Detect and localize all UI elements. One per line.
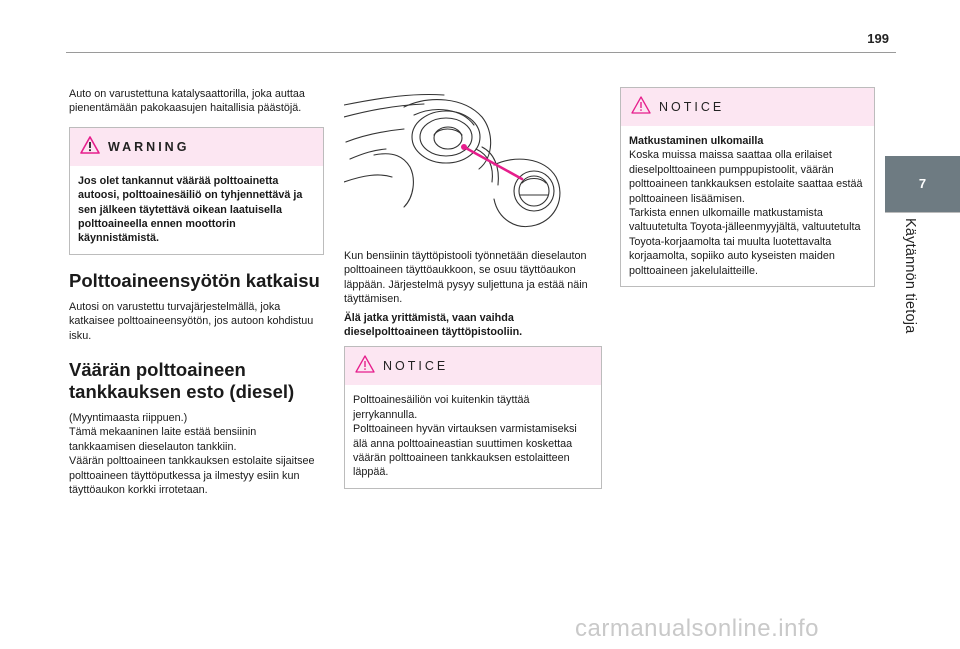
header-rule [66,52,896,53]
warning-box [69,127,324,255]
notice-icon [355,355,375,377]
notice-label: NOTICE [659,99,725,114]
notice-line: Polttoaineen hyvän virtauksen varmistamiseksi älä anna polttoaineastian suuttimen koskettaa väärän polttoaineen tankkauksen estolaitteen läppää. [353,423,577,479]
notice-header [345,347,601,385]
misfuel-text [69,411,324,497]
notice-label: NOTICE [383,359,449,374]
column-middle [344,87,602,489]
fuel-filler-illustration [344,87,602,237]
notice-line: Koska muissa maissa saattaa olla erilaiset dieselpolttoaineen pumppupistoolit, väärän polttoaineen tankkauksen estolaite saattaa estää polttoaineen lisäämisen. [629,149,863,205]
heading-line-2: tankkauksen esto (diesel) [69,381,295,403]
watermark: carmanualsonline.info [575,615,819,642]
notice-header [621,88,874,126]
section-heading-misfuel-prevention [69,359,324,403]
chapter-title: Käytännön tietoja [902,218,918,334]
notice-line: Tarkista ennen ulkomaille matkustamista valtuutetulta Toyota-jälleenmyyjältä, valtuutetulta Toyota-korjaamolta tai muulta luotettavalta korjaamolta, sopiiko auto kyseisten maiden polttoaineen jakelulaitteille. [629,207,861,277]
chapter-tab-divider [885,212,960,213]
misfuel-line: (Myyntimaasta riippuen.) [69,412,188,425]
notice-box-abroad [620,87,875,287]
warning-text: Jos olet tankannut väärää polttoainetta autoosi, polttoainesäiliö on tyhjennettävä ja sen jälkeen täytettävä oikean laatuisella polttoaineella ennen moottorin käynnistämistä. [78,174,303,245]
chapter-tab[interactable]: 7 [885,156,960,212]
filler-bold-instruction: Älä jatka yrittämistä, vaan vaihda dieselpolttoaineen täyttöpistooliin. [344,311,523,339]
filler-paragraph: Kun bensiinin täyttöpistooli työnnetään dieselauton polttoaineen täyttöaukkoon, se osuu täyttöaukon läppään. Järjestelmä pysyy suljettuna ja estää näin täyttämisen. [344,250,588,306]
column-left [69,87,324,498]
warning-label: WARNING [108,139,190,154]
notice-title: Matkustaminen ulkomailla [629,135,764,147]
heading-line-1: Väärän polttoaineen [69,359,246,381]
intro-paragraph: Auto on varustettuna katalysaattorilla, joka auttaa pienentämään pakokaasujen haitallisia päästöjä. [69,88,305,115]
notice-icon [631,96,651,118]
warning-header [70,128,323,166]
warning-icon [80,136,100,158]
misfuel-line: Tämä mekaaninen laite estää bensiinin tankkaamisen dieselauton tankkiin. [69,426,257,453]
fuel-cutoff-text: Autosi on varustettu turvajärjestelmällä, joka katkaisee polttoaineensyötön, jos autoon kohdistuu isku. [69,300,314,342]
section-heading-fuel-cutoff: Polttoaineensyötön katkaisu [69,269,320,291]
column-right [620,87,875,287]
notice-body [621,126,874,286]
page-number: 199 [867,31,889,46]
notice-body [345,385,601,487]
notice-line: Polttoainesäiliön voi kuitenkin täyttää jerrykannulla. [353,394,530,421]
misfuel-line: Väärän polttoaineen tankkauksen estolaite sijaitsee polttoaineen täyttöputkessa ja ilmestyy esiin kun täyttöaukon korkki irrotetaan. [69,455,315,497]
notice-box-jerrycan [344,346,602,488]
